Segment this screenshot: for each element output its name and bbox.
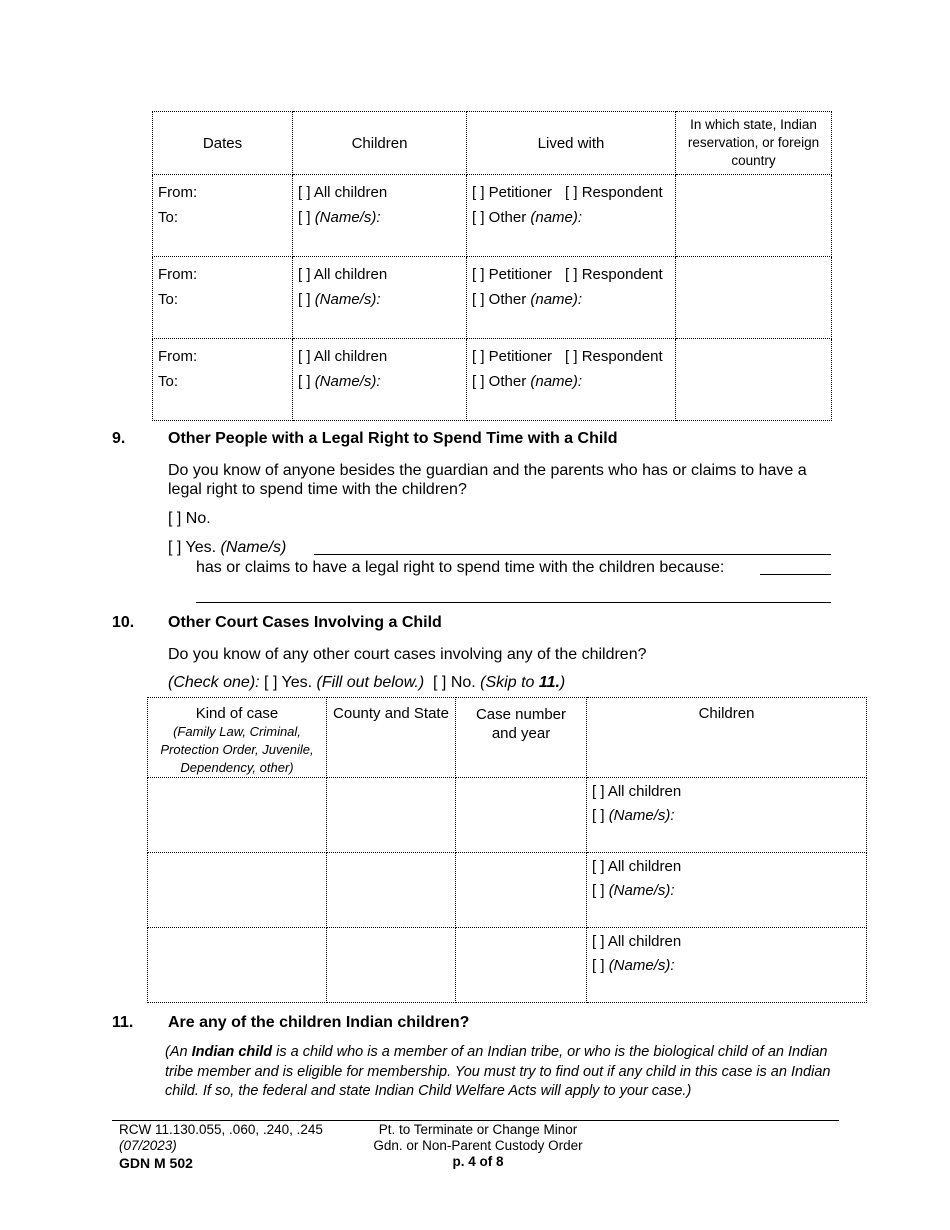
section-11-number: 11. (112, 1014, 134, 1031)
court-cases-table (147, 697, 867, 1003)
petitioner-checkbox[interactable]: [ ] Petitioner (472, 266, 553, 283)
names-checkbox[interactable]: [ ] (298, 209, 311, 226)
residence-table-header-row (153, 112, 832, 175)
all-children-checkbox[interactable]: [ ] All children (298, 266, 388, 283)
case-number-cell[interactable] (456, 778, 587, 853)
names-checkbox[interactable]: [ ] (298, 373, 311, 390)
footer-center (360, 1122, 596, 1170)
footer-divider (112, 1120, 839, 1121)
from-label: From: (158, 184, 198, 201)
skip-label: (Skip to 11.) (480, 674, 566, 691)
section-10-yes-checkbox[interactable]: [ ] Yes. (264, 674, 313, 691)
names-label: (Name/s): (608, 882, 675, 899)
footer-page-number: p. 4 of 8 (452, 1154, 504, 1169)
county-state-cell[interactable] (327, 928, 456, 1003)
case-number-cell[interactable] (456, 928, 587, 1003)
section-9-question: Do you know of anyone besides the guardian and the parents who has or claims to have a legal right to spend time with the children? (168, 462, 807, 498)
other-checkbox[interactable]: [ ] Other (472, 209, 527, 226)
names-label: (Name/s): (608, 957, 675, 974)
table-row (153, 175, 832, 257)
footer-form-id: GDN M 502 (119, 1155, 193, 1171)
table-row (148, 853, 867, 928)
header-county-state: County and State (327, 698, 456, 778)
section-11-title: Are any of the children Indian children? (168, 1014, 470, 1031)
section-9-yes-checkbox[interactable]: [ ] Yes. (168, 539, 217, 556)
table-row (148, 928, 867, 1003)
fill-out-label: (Fill out below.) (316, 674, 425, 691)
all-children-checkbox[interactable]: [ ] All children (592, 783, 682, 800)
header-kind-of-case-examples: (Family Law, Criminal, Protection Order, Juvenile, Dependency, other) (160, 724, 314, 775)
section-10-question: Do you know of any other court cases involving any of the children? (168, 646, 647, 663)
location-cell[interactable] (676, 257, 832, 339)
other-checkbox[interactable]: [ ] Other (472, 373, 527, 390)
names-label: (Name/s): (314, 373, 381, 390)
respondent-checkbox[interactable]: [ ] Respondent (565, 266, 663, 283)
names-checkbox[interactable]: [ ] (592, 957, 605, 974)
respondent-checkbox[interactable]: [ ] Respondent (565, 348, 663, 365)
indian-child-note: (An Indian child is a child who is a member of an Indian tribe, or who is the biological child of an Indian tribe member and is eligible for membership. You must try to find out if any child in this case is an Indian child. If so, the federal and state Indian Child Welfare Acts will apply to your case.) (165, 1044, 831, 1099)
footer-date: (07/2023) (119, 1138, 177, 1153)
other-name-label: (name): (530, 373, 583, 390)
section-10-no-checkbox[interactable]: [ ] No. (433, 674, 476, 691)
footer-title-line-1: Pt. to Terminate or Change Minor (378, 1122, 578, 1137)
check-one-label: (Check one): (168, 674, 260, 691)
header-kind-of-case: Kind of case (195, 705, 279, 722)
kind-of-case-cell[interactable] (148, 853, 327, 928)
section-9-title: Other People with a Legal Right to Spend Time with a Child (168, 430, 618, 447)
kind-of-case-cell[interactable] (148, 928, 327, 1003)
footer-left (119, 1122, 323, 1172)
names-checkbox[interactable]: [ ] (592, 807, 605, 824)
to-label: To: (158, 291, 179, 308)
residence-table (152, 111, 832, 421)
section-9-no-checkbox[interactable]: [ ] No. (168, 510, 211, 527)
respondent-checkbox[interactable]: [ ] Respondent (565, 184, 663, 201)
section-9-number: 9. (112, 430, 126, 447)
section-9-because-text: has or claims to have a legal right to spend time with the children because: (196, 559, 725, 576)
section-10-title: Other Court Cases Involving a Child (168, 614, 442, 631)
all-children-checkbox[interactable]: [ ] All children (592, 858, 682, 875)
other-name-label: (name): (530, 209, 583, 226)
section-9-names-input[interactable] (314, 538, 831, 555)
section-10-number: 10. (112, 614, 135, 631)
court-cases-header-row (148, 698, 867, 778)
table-row (148, 778, 867, 853)
case-number-cell[interactable] (456, 853, 587, 928)
other-name-label: (name): (530, 291, 583, 308)
kind-of-case-cell[interactable] (148, 778, 327, 853)
all-children-checkbox[interactable]: [ ] All children (592, 933, 682, 950)
petitioner-checkbox[interactable]: [ ] Petitioner (472, 348, 553, 365)
header-location: In which state, Indian reservation, or foreign country (676, 112, 832, 175)
header-lived-with: Lived with (467, 112, 676, 175)
section-9-because-input[interactable] (760, 558, 831, 575)
location-cell[interactable] (676, 339, 832, 421)
section-9-because-line-2[interactable] (196, 586, 831, 603)
section-10-check-one-line (168, 673, 565, 692)
to-label: To: (158, 373, 179, 390)
names-label: (Name/s): (314, 209, 381, 226)
to-label: To: (158, 209, 179, 226)
county-state-cell[interactable] (327, 778, 456, 853)
all-children-checkbox[interactable]: [ ] All children (298, 184, 388, 201)
indian-child-term: Indian child (191, 1044, 273, 1060)
header-dates: Dates (153, 112, 293, 175)
names-label: (Name/s): (314, 291, 381, 308)
header-children: Children (293, 112, 467, 175)
all-children-checkbox[interactable]: [ ] All children (298, 348, 388, 365)
header-case-number-year: Case number and year (456, 698, 587, 778)
names-checkbox[interactable]: [ ] (298, 291, 311, 308)
section-9-names-label: (Name/s) (220, 539, 287, 556)
petitioner-checkbox[interactable]: [ ] Petitioner (472, 184, 553, 201)
from-label: From: (158, 266, 198, 283)
table-row (153, 257, 832, 339)
footer-title-line-2: Gdn. or Non-Parent Custody Order (373, 1138, 583, 1153)
header-children: Children (587, 698, 867, 778)
table-row (153, 339, 832, 421)
county-state-cell[interactable] (327, 853, 456, 928)
location-cell[interactable] (676, 175, 832, 257)
names-checkbox[interactable]: [ ] (592, 882, 605, 899)
names-label: (Name/s): (608, 807, 675, 824)
other-checkbox[interactable]: [ ] Other (472, 291, 527, 308)
footer-rcw: RCW 11.130.055, .060, .240, .245 (119, 1122, 323, 1137)
from-label: From: (158, 348, 198, 365)
